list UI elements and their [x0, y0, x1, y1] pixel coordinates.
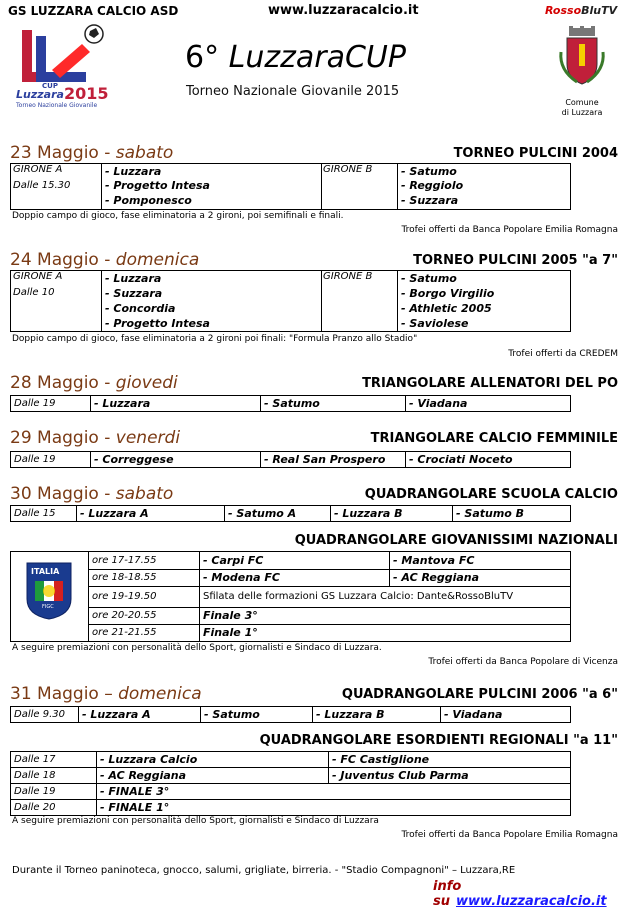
esordienti-time: Dalle 20 [11, 800, 97, 816]
rossoblu-tv-label: RossoBluTV [545, 4, 618, 17]
day4-date-heading: 29 Maggio - venerdi [10, 428, 181, 448]
day2-b-team: - Satumo [401, 272, 457, 285]
day6-team: - Luzzara B [313, 707, 441, 723]
esordienti-note: A seguire premiazioni con personalità dello Sport, giornalisti e Sindaco di Luzzara [12, 816, 379, 826]
figc-italia-badge-icon: ITALIA FIGC [25, 561, 73, 621]
comune-label: Comune di Luzzara [561, 98, 603, 117]
day2-trophies: Trofei offerti da CREDEM [508, 349, 618, 359]
day1-a-team: - Pomponesco [105, 194, 192, 207]
esordienti-time: Dalle 18 [11, 768, 97, 784]
day2-b-team: - Athletic 2005 [401, 302, 492, 315]
giovanissimi-team: - Modena FC [203, 571, 280, 584]
footer-text: Durante il Torneo paninoteca, gnocco, salumi, grigliate, birreria. - "Stadio Compagnoni" – Luzzara,RE [12, 865, 516, 876]
day6-team: - Satumo [201, 707, 313, 723]
day1-date-heading: 23 Maggio - sabato [10, 143, 174, 163]
day6-event-title: QUADRANGOLARE PULCINI 2006 "a 6" [341, 687, 618, 702]
day5-event-title: QUADRANGOLARE SCUOLA CALCIO [364, 487, 618, 502]
day2-time: Dalle 10 [13, 287, 55, 298]
footer-info: info su www.luzzaracalcio.it [433, 879, 607, 909]
day4-time: Dalle 19 [11, 452, 91, 468]
day1-groups-table [10, 163, 571, 210]
esordienti-trophies: Trofei offerti da Banca Popolare Emilia Romagna [401, 830, 618, 840]
day1-b-team: - Reggiolo [401, 179, 464, 192]
day2-a-team: - Concordia [105, 302, 176, 315]
giovanissimi-time: ore 20-20.55 [92, 610, 157, 621]
day2-a-team: - Progetto Intesa [105, 317, 210, 330]
esordienti-final: - FINALE 1° [97, 800, 571, 816]
day2-b-team: - Saviolese [401, 317, 469, 330]
day6-match-table [10, 706, 571, 723]
luzzara-cup-logo: CUP Luzzara 2015 Torneo Nazionale Giovanile [12, 22, 112, 110]
girone-b-label: GIRONE B [323, 164, 373, 175]
day1-note: Doppio campo di gioco, fase eliminatoria a 2 gironi, poi semifinali e finali. [12, 211, 344, 221]
comune-crest-icon [557, 26, 607, 88]
girone-b-label: GIRONE B [323, 271, 373, 282]
giovanissimi-trophies: Trofei offerti da Banca Popolare di Vicenza [428, 657, 618, 667]
day4-team: - Correggese [91, 452, 261, 468]
esordienti-table [10, 751, 571, 816]
day1-b-team: - Satumo [401, 165, 457, 178]
day2-note: Doppio campo di gioco, fase eliminatoria a 2 gironi poi finali: "Formula Pranzo allo Stadio" [12, 334, 418, 344]
day4-team: - Real San Prospero [261, 452, 406, 468]
footer-url-link[interactable]: www.luzzaracalcio.it [456, 894, 607, 909]
girone-a-label: GIRONE A [13, 164, 63, 175]
giovanissimi-title: QUADRANGOLARE GIOVANISSIMI NAZIONALI [294, 533, 618, 548]
day5-team: - Luzzara A [77, 506, 225, 522]
giovanissimi-time: ore 17-17.55 [92, 555, 157, 566]
day5-match-table [10, 505, 571, 522]
day2-b-team: - Borgo Virgilio [401, 287, 495, 300]
day4-match-table [10, 451, 571, 468]
esordienti-team: - Luzzara Calcio [97, 752, 329, 768]
giovanissimi-team: - AC Reggiana [393, 571, 480, 584]
page-title: 6° LuzzaraCUP [185, 40, 406, 75]
day3-time: Dalle 19 [11, 396, 91, 412]
giovanissimi-final: Finale 1° [203, 626, 258, 639]
club-name: GS LUZZARA CALCIO ASD [8, 4, 179, 18]
esordienti-team: - FC Castiglione [329, 752, 571, 768]
day1-time: Dalle 15.30 [13, 180, 71, 191]
site-url[interactable]: www.luzzaracalcio.it [268, 3, 419, 18]
day1-b-team: - Suzzara [401, 194, 459, 207]
day5-time: Dalle 15 [11, 506, 77, 522]
giovanissimi-time: ore 19-19.50 [92, 591, 157, 602]
day3-team: - Satumo [261, 396, 406, 412]
day1-a-team: - Luzzara [105, 165, 162, 178]
esordienti-title: QUADRANGOLARE ESORDIENTI REGIONALI "a 11" [259, 733, 618, 748]
day2-a-team: - Luzzara [105, 272, 162, 285]
day2-event-title: TORNEO PULCINI 2005 "a 7" [413, 253, 618, 268]
day2-date-heading: 24 Maggio - domenica [10, 250, 200, 270]
giovanissimi-note: A seguire premiazioni con personalità dello Sport, giornalisti e Sindaco di Luzzara. [12, 643, 382, 653]
giovanissimi-final: Finale 3° [203, 609, 258, 622]
esordienti-time: Dalle 19 [11, 784, 97, 800]
esordienti-final: - FINALE 3° [97, 784, 571, 800]
day3-team: - Luzzara [91, 396, 261, 412]
day1-trophies: Trofei offerti da Banca Popolare Emilia Romagna [401, 225, 618, 235]
day5-date-heading: 30 Maggio - sabato [10, 484, 174, 504]
day1-a-team: - Progetto Intesa [105, 179, 210, 192]
day4-event-title: TRIANGOLARE CALCIO FEMMINILE [370, 431, 618, 446]
giovanissimi-time: ore 21-21.55 [92, 627, 157, 638]
giovanissimi-parade-text: Sfilata delle formazioni GS Luzzara Calcio: Dante&RossoBluTV [203, 591, 514, 602]
day6-time: Dalle 9.30 [11, 707, 79, 723]
day1-event-title: TORNEO PULCINI 2004 [453, 146, 618, 161]
esordienti-time: Dalle 17 [11, 752, 97, 768]
page-subtitle: Torneo Nazionale Giovanile 2015 [186, 84, 400, 99]
day3-date-heading: 28 Maggio - giovedi [10, 373, 178, 393]
day6-date-heading: 31 Maggio – domenica [10, 684, 202, 704]
day3-event-title: TRIANGOLARE ALLENATORI DEL PO [362, 376, 618, 391]
day5-team: - Satumo B [453, 506, 571, 522]
esordienti-team: - AC Reggiana [97, 768, 329, 784]
esordienti-team: - Juventus Club Parma [329, 768, 571, 784]
giovanissimi-team: - Mantova FC [393, 554, 475, 567]
day3-team: - Viadana [406, 396, 571, 412]
giovanissimi-table [10, 551, 571, 642]
day2-groups-table [10, 270, 571, 332]
day6-team: - Luzzara A [79, 707, 201, 723]
day4-team: - Crociati Noceto [406, 452, 571, 468]
giovanissimi-time: ore 18-18.55 [92, 572, 157, 583]
day6-team: - Viadana [441, 707, 571, 723]
giovanissimi-team: - Carpi FC [203, 554, 264, 567]
day2-a-team: - Suzzara [105, 287, 163, 300]
girone-a-label: GIRONE A [13, 271, 63, 282]
day5-team: - Luzzara B [331, 506, 453, 522]
day3-match-table [10, 395, 571, 412]
day5-team: - Satumo A [225, 506, 331, 522]
